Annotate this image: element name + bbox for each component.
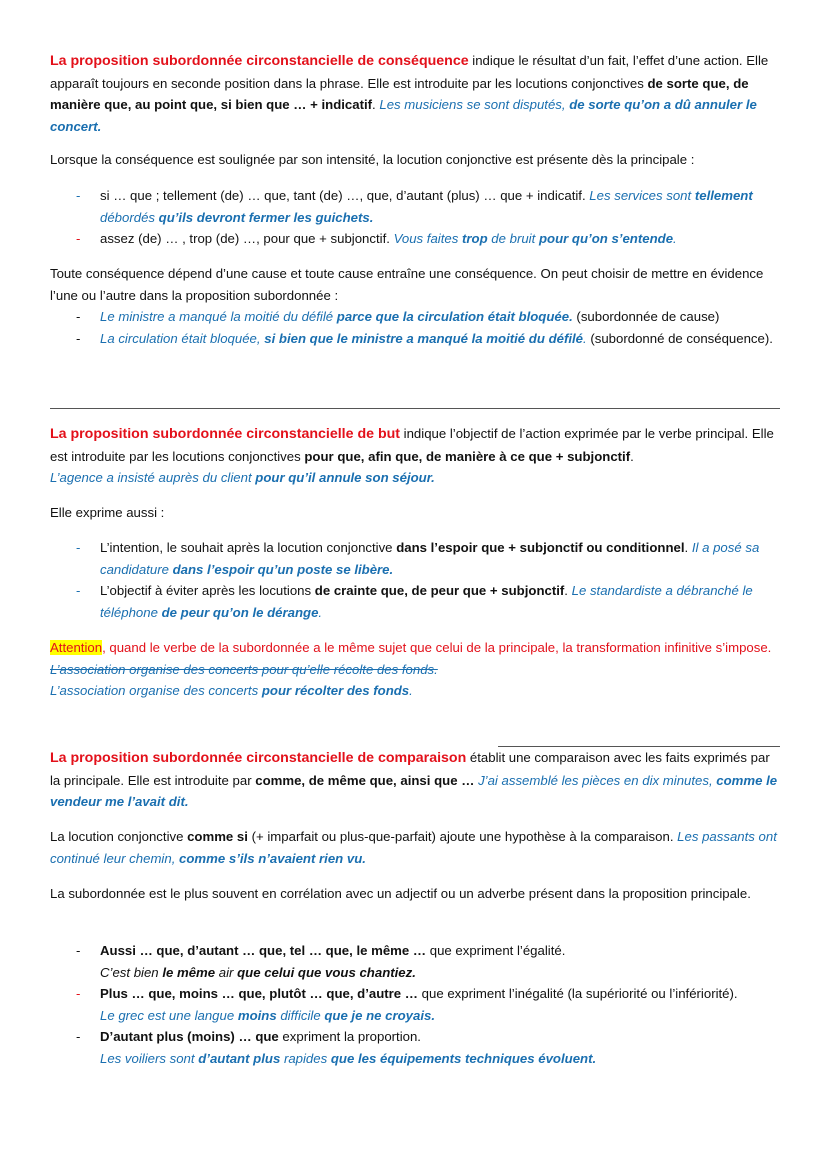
dash-bullet: -	[76, 583, 81, 598]
but-list	[50, 537, 780, 623]
consequence-paragraph-intensity: Lorsque la conséquence est soulignée par son intensité, la locution conjonctive est présente dès la principale :	[50, 152, 695, 167]
section-comparaison	[50, 747, 780, 813]
comparaison-heading: La proposition subordonnée circonstancielle de comparaison	[50, 750, 467, 766]
list-item: - Le ministre a manqué la moitié du défilé parce que la circulation était bloquée. (subordonnée de cause)	[50, 306, 780, 328]
list-item: - L’intention, le souhait après la locution conjonctive dans l’espoir que + subjonctif ou conditionnel. Il a posé sa candidature dans l’espoir qu’un poste se libère.	[50, 537, 780, 580]
but-intro: La proposition subordonnée circonstancielle de but indique l’objectif de l’action exprimée par le verbe principal. Elle est introduite par les locutions conjonctives pour que, afin que, de manière à ce que + subjonctif. L’agence a insisté auprès du client pour qu’il annule son séjour.	[50, 426, 774, 485]
but-paragraph-also: Elle exprime aussi :	[50, 505, 165, 520]
list-item: - L’objectif à éviter après les locutions de crainte que, de peur que + subjonctif. Le standardiste a débranché le téléphone de peur qu’on le dérange.	[50, 580, 780, 623]
comparaison-list	[50, 940, 780, 1069]
comparaison-paragraph-comme-si: La locution conjonctive comme si (+ imparfait ou plus-que-parfait) ajoute une hypothèse à la comparaison. Les passants ont continué leur chemin, comme s’ils n’avaient rien vu.	[50, 829, 777, 866]
section-consequence	[50, 50, 780, 137]
but-heading: La proposition subordonnée circonstancielle de but	[50, 426, 400, 442]
list-item: - assez (de) … , trop (de) …, pour que + subjonctif. Vous faites trop de bruit pour qu’on s’entende.	[50, 228, 780, 250]
dash-bullet: -	[76, 540, 81, 555]
struck-example: L’association organise des concerts pour qu’elle récolte des fonds.	[50, 661, 438, 677]
dash-bullet: -	[76, 986, 81, 1001]
consequence-intro: La proposition subordonnée circonstancielle de conséquence indique le résultat d’un fait, l’effet d’une action. Elle apparaît toujours en seconde position dans la phrase. Elle est introduite par les locutions conjonctives de sorte que, de manière que, au point que, si bien que … + indicatif. Les musiciens se sont disputés, de sorte qu’on a dû annuler le concert.	[50, 53, 769, 134]
list-item: - La circulation était bloquée, si bien que le ministre a manqué la moitié du défilé. (subordonné de conséquence).	[50, 328, 780, 350]
consequence-list-intensity	[50, 185, 780, 250]
list-item: - Plus … que, moins … que, plutôt … que, d’autre … que expriment l’inégalité (la supériorité ou l’infériorité). Le grec est une langue moins difficile que je ne croyais.	[50, 983, 780, 1026]
list-item: - D’autant plus (moins) … que expriment la proportion. Les voiliers sont d’autant plus rapides que les équipements techniques évoluent.	[50, 1026, 780, 1069]
consequence-heading: La proposition subordonnée circonstancielle de conséquence	[50, 53, 469, 69]
attention-highlight: Attention	[50, 640, 103, 655]
dash-bullet: -	[76, 188, 81, 203]
list-item: - si … que ; tellement (de) … que, tant (de) …, que, d’autant (plus) … que + indicatif. Les services sont tellement débordés qu’ils devront fermer les guichets.	[50, 185, 780, 228]
attention-note: Attention, quand le verbe de la subordonnée a le même sujet que celui de la principale, la transformation infinitive s’impose.	[50, 640, 772, 655]
dash-bullet: -	[76, 1029, 81, 1044]
comparaison-paragraph-correlation: La subordonnée est le plus souvent en corrélation avec un adjectif ou un adverbe présent dans la proposition principale.	[50, 886, 751, 901]
dash-bullet: -	[76, 231, 81, 246]
dash-bullet: -	[76, 943, 81, 958]
corrected-example: L’association organise des concerts pour récolter des fonds.	[50, 683, 413, 698]
list-item: - Aussi … que, d’autant … que, tel … que, le même … que expriment l’égalité. C’est bien le même air que celui que vous chantiez.	[50, 940, 780, 983]
but-attention	[50, 637, 780, 702]
consequence-list-cause	[50, 306, 780, 349]
section-but	[50, 423, 780, 489]
comparaison-intro: La proposition subordonnée circonstancielle de comparaison établit une comparaison avec les faits exprimés par la principale. Elle est introduite par comme, de même que, ainsi que … J’ai assemblé les pièces en dix minutes, comme le vendeur me l’avait dit.	[50, 750, 778, 809]
dash-bullet: -	[76, 309, 81, 324]
consequence-paragraph-cause: Toute conséquence dépend d’une cause et toute cause entraîne une conséquence. On peut choisir de mettre en évidence l’une ou l’autre dans la proposition subordonnée :	[50, 266, 764, 303]
section-divider	[50, 408, 780, 409]
dash-bullet: -	[76, 330, 81, 346]
